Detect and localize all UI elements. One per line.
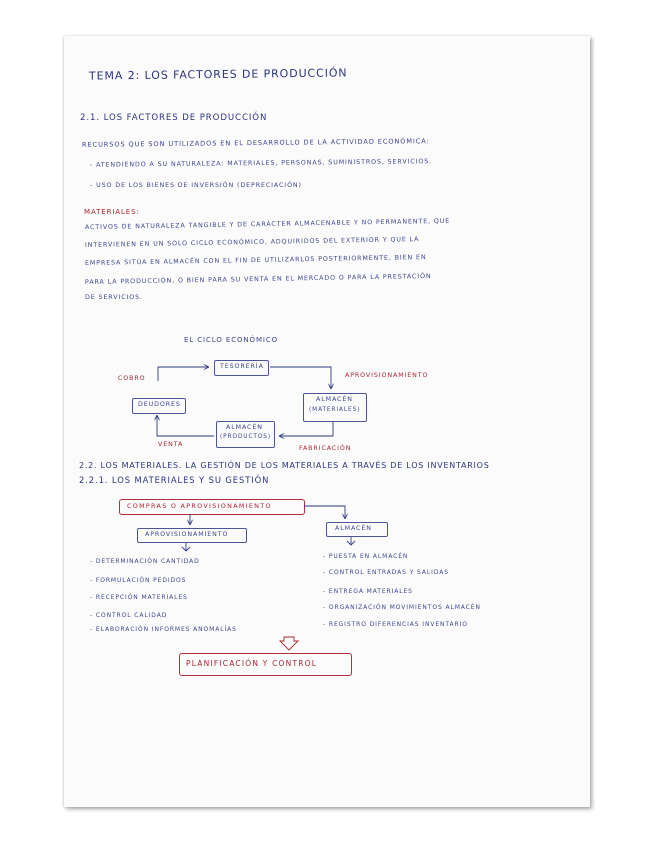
arrow-down-left [182, 543, 190, 551]
section-2-2-heading: 2.2. LOS MATERIALES. LA GESTIÓN DE LOS MATERIALES A TRAVÉS DE LOS INVENTARIOS [79, 461, 490, 470]
arrow-down-right [347, 537, 355, 545]
left-item-1: - DETERMINACIÓN CANTIDAD [90, 558, 200, 565]
right-item-4: - ORGANIZACIÓN MOVIMIENTOS ALMACÉN [323, 604, 481, 611]
section-2-1-heading: 2.1. LOS FACTORES DE PRODUCCIÓN [80, 113, 268, 123]
bullet-naturaleza: - ATENDIENDO A SU NATURALEZA: MATERIALES, PERSONAS, SUMINISTROS, SERVICIOS. [89, 158, 433, 169]
intro-text: RECURSOS QUE SON UTILIZADOS EN EL DESARROLLO DE LA ACTIVIDAD ECONÓMICA: [81, 137, 430, 149]
almacen-materiales-title: ALMACÉN [316, 396, 353, 403]
arrow-cobro [158, 367, 208, 381]
planificacion-label: PLANIFICACIÓN Y CONTROL [186, 659, 318, 668]
almacen-box-label: ALMACÉN [335, 525, 372, 532]
almacen-materiales-sub: (MATERIALES) [309, 407, 361, 413]
arrow-to-almacen [304, 506, 345, 518]
materiales-line-2: INTERVIENEN EN UN SOLO CICLO ECONÓMICO, ADQUIRIDOS DEL EXTERIOR Y QUE LA [84, 236, 420, 249]
tesoreria-label: TESORERÍA [220, 363, 264, 370]
aprovisionamiento-label: APROVISIONAMIENTO [345, 372, 429, 379]
right-item-5: - REGISTRO DIFERENCIAS INVENTARIO [323, 621, 468, 628]
arrow-venta [157, 416, 214, 436]
materiales-label: MATERIALES: [84, 208, 140, 216]
left-item-4: - CONTROL CALIDAD [90, 612, 168, 619]
venta-label: VENTA [158, 441, 184, 448]
ciclo-title: EL CICLO ECONÓMICO [184, 336, 279, 344]
compras-label: COMPRAS O APROVISIONAMIENTO [127, 502, 272, 510]
aprovisionamiento-box-label: APROVISIONAMIENTO [145, 531, 229, 538]
fabricacion-label: FABRICACIÓN [299, 445, 352, 452]
right-item-2: - CONTROL ENTRADAS Y SALIDAS [323, 569, 449, 576]
materiales-line-5: DE SERVICIOS. [85, 294, 143, 301]
section-2-2-1-heading: 2.2.1. LOS MATERIALES Y SU GESTIÓN [79, 475, 270, 485]
cobro-label: COBRO [118, 375, 146, 382]
almacen-productos-sub: (PRODUCTOS) [220, 434, 272, 440]
right-item-3: - ENTREGA MATERIALES [323, 588, 413, 595]
left-item-2: - FORMULACIÓN PEDIDOS [90, 577, 187, 584]
materiales-line-3: EMPRESA SITÚA EN ALMACÉN CON EL FIN DE UTILIZARLOS POSTERIORMENTE, BIEN EN [84, 254, 427, 267]
arrow-fabricacion [280, 422, 333, 436]
hollow-down-arrow [280, 637, 298, 650]
bullet-inversion: - USO DE LOS BIENES DE INVERSIÓN (DEPRECIACIÓN) [90, 182, 302, 189]
arrow-aprovisionamiento [270, 367, 331, 388]
almacen-productos-title: ALMACÉN [226, 424, 263, 431]
deudores-label: DEUDORES [138, 401, 181, 408]
left-item-5: - ELABORACIÓN INFORMES ANOMALÍAS [90, 626, 237, 633]
page-title: TEMA 2: LOS FACTORES DE PRODUCCIÓN [88, 66, 348, 83]
materiales-line-4: PARA LA PRODUCCIÓN, O BIEN PARA SU VENTA EN EL MERCADO O PARA LA PRESTACIÓN [84, 272, 432, 287]
right-item-1: - PUESTA EN ALMACÉN [323, 553, 409, 560]
materiales-line-1: ACTIVOS DE NATURALEZA TANGIBLE Y DE CARÁCTER ALMACENABLE Y NO PERMANENTE, QUE [84, 217, 451, 232]
left-item-3: - RECEPCIÓN MATERIALES [90, 594, 188, 601]
